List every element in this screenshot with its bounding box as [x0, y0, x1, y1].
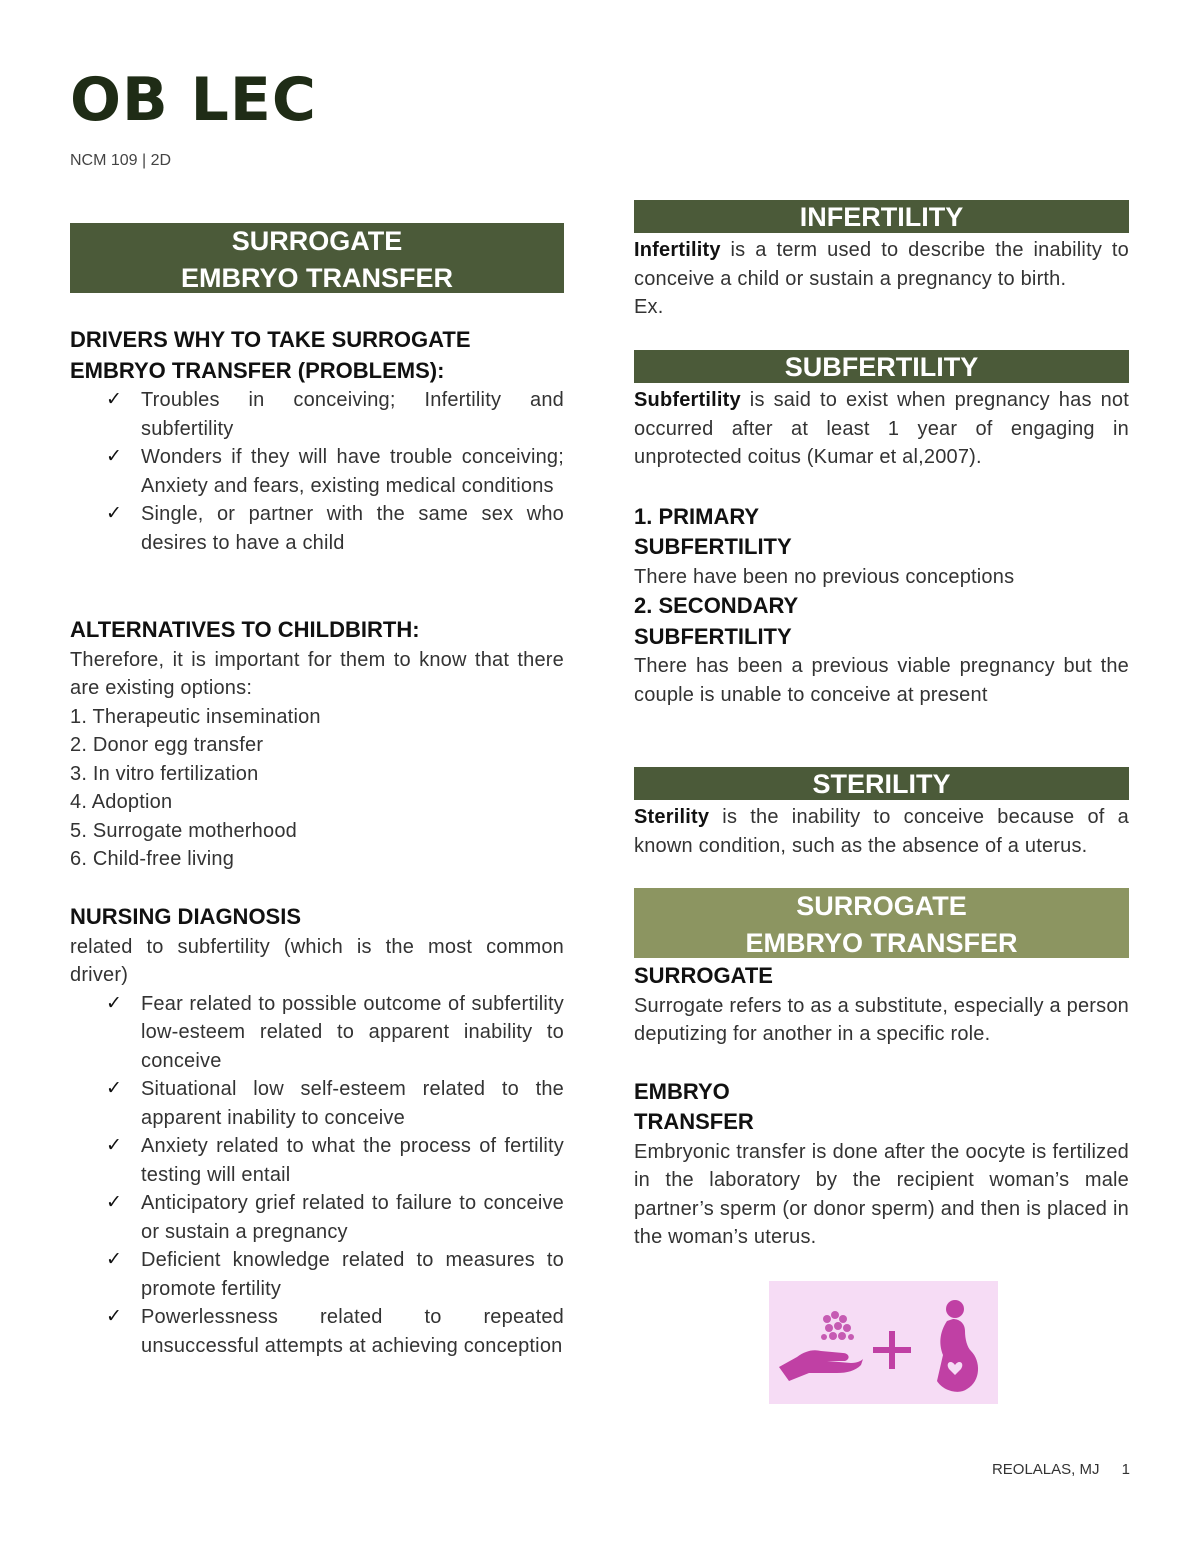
check-icon: ✓ — [106, 1135, 123, 1156]
list-item — [70, 1189, 564, 1246]
hand-plus-pregnant-woman-icon — [769, 1281, 998, 1404]
author-name: REOLALAS, MJ — [991, 1461, 1100, 1478]
list-item-text: Single, or partner with the same sex who desires to have a child — [141, 503, 564, 554]
primary-text: There have been no previous conceptions — [634, 565, 1015, 588]
drivers-heading-2: EMBRYO TRANSFER (PROBLEMS): — [70, 357, 445, 383]
check-icon: ✓ — [106, 1306, 123, 1327]
check-icon: ✓ — [106, 446, 123, 467]
alternative-item: 1. Therapeutic insemination — [70, 705, 321, 728]
alternatives-heading: ALTERNATIVES TO CHILDBIRTH: — [70, 617, 420, 642]
list-item — [70, 386, 564, 443]
sterility-definition — [634, 803, 1129, 860]
list-item — [70, 1303, 564, 1360]
secondary-heading-2: SUBFERTILITY — [634, 623, 792, 649]
infertility-banner — [634, 200, 1129, 233]
embryo-transfer-text: Embryonic transfer is done after the oocyte is fertilized in the laboratory by the recipient woman’s male partner’s sperm (or donor sperm) and then is placed in the woman’s uterus. — [634, 1140, 1129, 1248]
infertility-banner-label: INFERTILITY — [799, 202, 964, 232]
infertility-definition — [634, 236, 1129, 293]
secondary-heading-1: 2. SECONDARY — [634, 593, 799, 618]
list-item — [70, 443, 564, 500]
subfertility-banner — [634, 350, 1129, 383]
banner-line-2: EMBRYO TRANSFER — [180, 263, 453, 293]
list-item-text: Wonders if they will have trouble conceiving; Anxiety and fears, existing medical conditions — [141, 446, 564, 497]
course-code: NCM 109 | 2D — [70, 152, 172, 169]
surrogate-section — [634, 888, 1129, 1252]
subfertility-banner-label: SUBFERTILITY — [784, 352, 979, 382]
subfertility-definition — [634, 386, 1129, 472]
nursing-diagnosis-intro: related to subfertility (which is the most common driver) — [70, 935, 564, 986]
drivers-heading-1: DRIVERS WHY TO TAKE SURROGATE — [70, 327, 471, 352]
alternatives-section — [70, 615, 564, 874]
check-icon: ✓ — [106, 389, 123, 410]
list-item-text: Fear related to possible outcome of subfertility low-esteem related to apparent inability to conceive — [141, 992, 564, 1072]
subfertility-term: Subfertility — [634, 389, 741, 411]
alternative-item: 2. Donor egg transfer — [70, 734, 264, 756]
page-number: 1 — [1121, 1461, 1130, 1478]
subfertility-text: is said to exist when pregnancy has not occurred after at least 1 year of engaging in unprotected coitus (Kumar et al,2007). — [634, 389, 1129, 468]
drivers-list — [70, 386, 564, 557]
list-item-text: Powerlessness related to repeated unsuccessful attempts at achieving conception — [141, 1306, 564, 1357]
alternative-item: 6. Child-free living — [70, 848, 235, 870]
check-icon: ✓ — [106, 1249, 123, 1270]
surrogate-banner — [634, 888, 1129, 958]
left-banner — [70, 223, 564, 293]
sterility-banner — [634, 767, 1129, 800]
list-item — [70, 1246, 564, 1303]
secondary-text: There has been a previous viable pregnancy but the couple is unable to conceive at present — [634, 655, 1129, 706]
banner-line-1: SURROGATE — [796, 891, 967, 921]
page-footer — [974, 1461, 1130, 1478]
banner-line-1: SURROGATE — [231, 226, 403, 256]
embryo-transfer-heading-2: TRANSFER — [634, 1109, 754, 1134]
primary-heading-1: 1. PRIMARY — [634, 503, 760, 529]
infertility-section — [634, 200, 1129, 322]
list-item-text: Situational low self-esteem related to the apparent inability to conceive — [141, 1078, 564, 1129]
check-icon: ✓ — [106, 1078, 123, 1099]
drivers-section — [70, 325, 564, 557]
list-item-text: Anxiety related to what the process of fertility testing will entail — [141, 1135, 564, 1186]
list-item-text: Deficient knowledge related to measures to promote fertility — [141, 1249, 564, 1300]
sterility-term: Sterility — [634, 806, 710, 828]
nursing-diagnosis-heading: NURSING DIAGNOSIS — [70, 904, 302, 929]
list-item-text: Anticipatory grief related to failure to conceive or sustain a pregnancy — [141, 1192, 564, 1243]
embryo-transfer-heading-1: EMBRYO — [634, 1078, 730, 1104]
sterility-section — [634, 767, 1129, 860]
infertility-example: Ex. — [634, 296, 664, 318]
infertility-term: Infertility — [634, 239, 721, 261]
subfertility-section — [634, 350, 1129, 709]
infertility-text: is a term used to describe the inability to conceive a child or sustain a pregnancy to birth. — [634, 239, 1129, 290]
banner-line-2: EMBRYO TRANSFER — [745, 928, 1018, 958]
check-icon: ✓ — [106, 992, 123, 1014]
check-icon: ✓ — [106, 1192, 123, 1213]
list-item-text: Troubles in conceiving; Infertility and subfertility — [141, 389, 564, 440]
sterility-banner-label: STERILITY — [812, 769, 951, 799]
nursing-diagnosis-section — [70, 902, 564, 1360]
sterility-text: is the inability to conceive because of a known condition, such as the absence of a uterus. — [634, 806, 1129, 857]
list-item — [70, 1075, 564, 1132]
check-icon: ✓ — [106, 503, 123, 524]
list-item — [70, 1132, 564, 1189]
alternatives-intro: Therefore, it is important for them to know that there are existing options: — [70, 648, 564, 699]
surrogate-text: Surrogate refers to as a substitute, especially a person deputizing for another in a specific role. — [634, 994, 1129, 1045]
list-item — [70, 500, 564, 557]
alternative-item: 5. Surrogate motherhood — [70, 819, 297, 842]
alternative-item: 3. In vitro fertilization — [70, 762, 259, 785]
surrogate-heading: SURROGATE — [634, 963, 773, 988]
surrogacy-illustration — [769, 1281, 998, 1404]
primary-heading-2: SUBFERTILITY — [634, 534, 792, 559]
list-item — [70, 990, 564, 1076]
alternative-item: 4. Adoption — [70, 791, 173, 813]
page-title: OB LEC — [70, 65, 317, 135]
diagnosis-list — [70, 990, 564, 1361]
